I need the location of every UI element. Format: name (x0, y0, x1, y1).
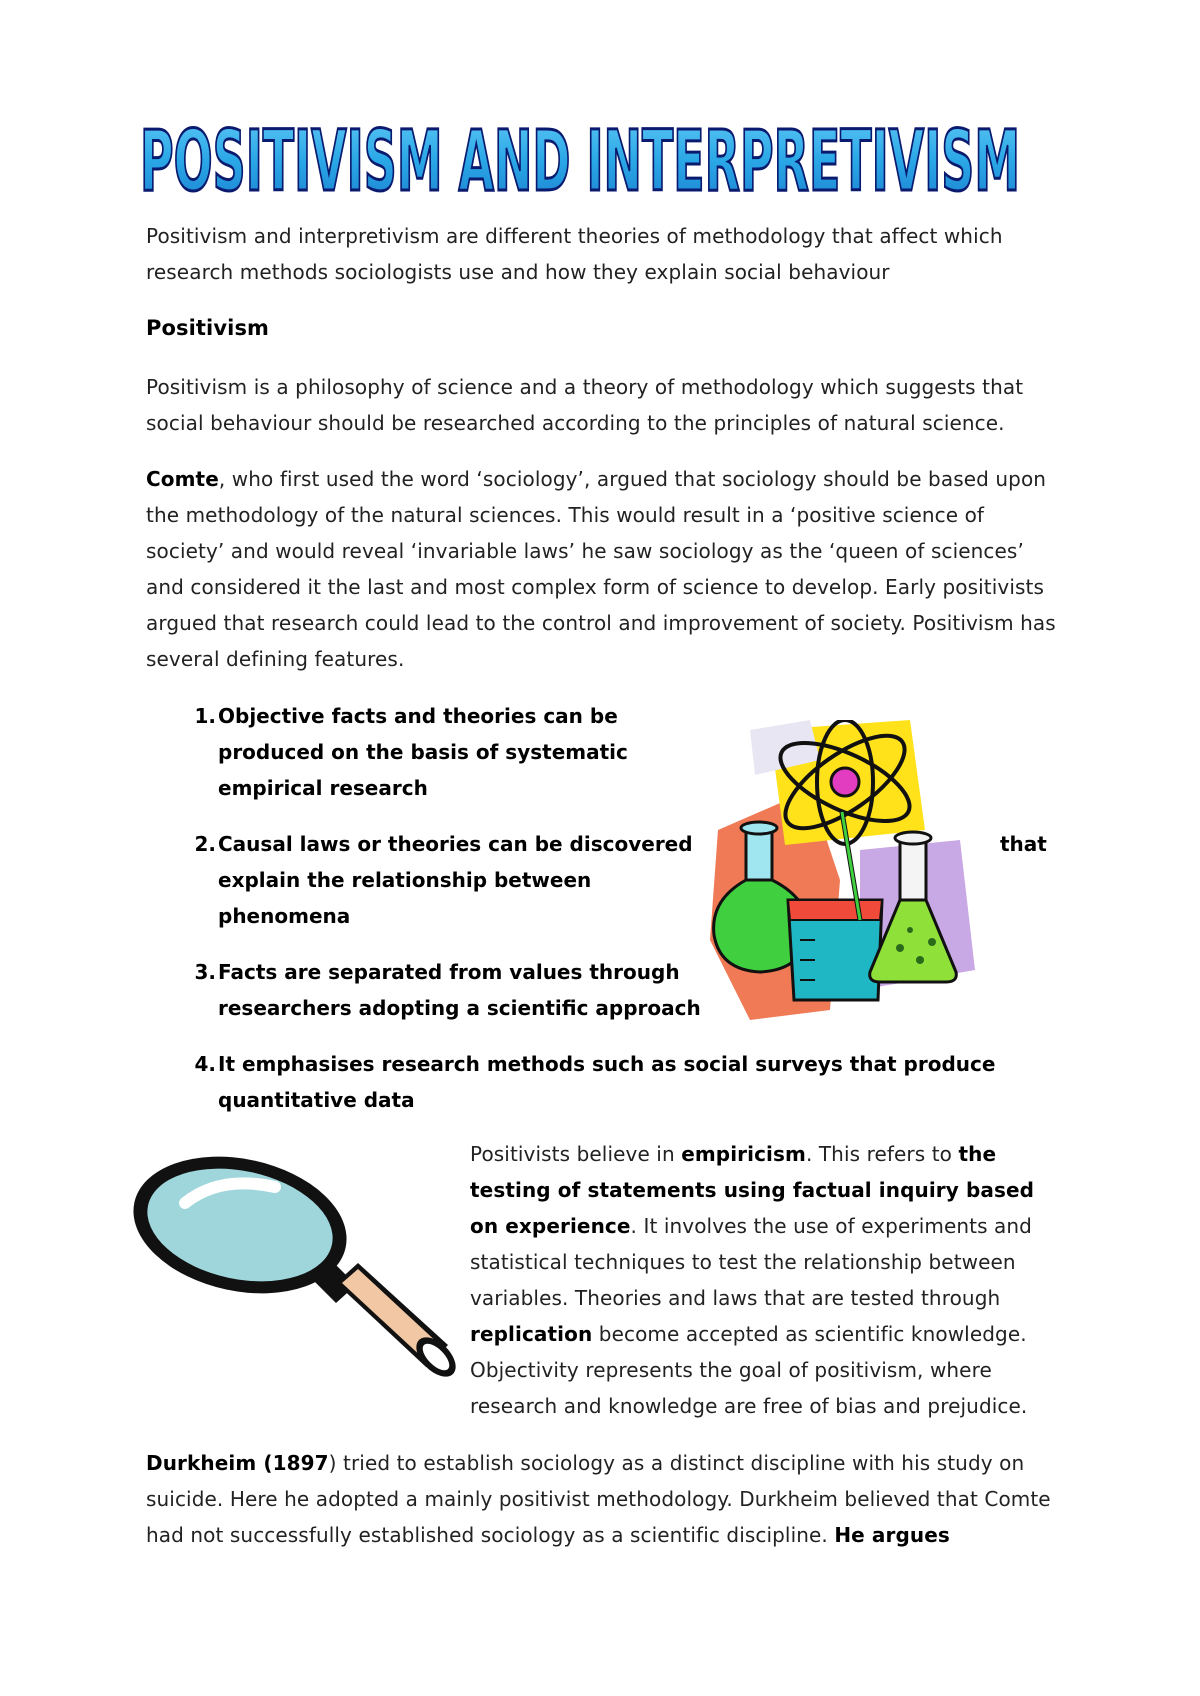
replication-term: replication (470, 1322, 593, 1346)
feature-line: phenomena (218, 904, 351, 928)
empiricism-paragraph (470, 1136, 1068, 1424)
title-wordart (130, 92, 1030, 212)
comte-text: , who first used the word ‘sociology’, argued that sociology should be based upon the methodology of the natural sciences. This would result in a ‘positive science of society’ and would reveal ‘invariable laws’ he saw sociology as the ‘queen of sciences’ and considered it the last and most complex form of science to develop. Early positivists argued that research could lead to the control and improvement of society. Positivism has several defining features. (146, 467, 1056, 671)
magnifying-glass-icon (130, 1155, 460, 1400)
feature-line: Objective facts and theories can be (218, 704, 618, 728)
feature-number: 3. (194, 960, 216, 984)
feature-line: researchers adopting a scientific approach (218, 996, 701, 1020)
empiricism-text-a: Positivists believe in (470, 1142, 682, 1166)
feature-number: 4. (194, 1052, 216, 1076)
feature-number: 2. (194, 832, 216, 856)
empiricism-text-c: . This refers to (805, 1142, 959, 1166)
section-heading: Positivism (146, 316, 270, 340)
intro-paragraph: Positivism and interpretivism are different theories of methodology that affect which research methods sociologists use and how they explain social behaviour (146, 224, 1003, 284)
empiricism-text-g: become accepted as scientific knowledge. Objectivity represents the goal of positivism, where research and knowledge are free of bias and prejudice. (470, 1322, 1028, 1418)
empiricism-text-e: . It involves the use of experiments and statistical techniques to test the relationship between variables. Theories and laws that are tested through (470, 1214, 1032, 1310)
science-clipart-icon (710, 720, 980, 1020)
durkheim-paragraph (146, 1445, 1066, 1553)
feature-number: 1. (194, 704, 216, 728)
feature-line: Causal laws or theories can be discovered (218, 832, 693, 856)
feature-line: explain the relationship between (218, 868, 592, 892)
feature-trailing-word: that (1000, 832, 1047, 856)
feature-line: quantitative data (218, 1088, 415, 1112)
feature-line: empirical research (218, 776, 428, 800)
feature-line: produced on the basis of systematic (218, 740, 628, 764)
document-title: POSITIVISM AND INTERPRETIVISM (140, 112, 1020, 210)
empiricism-definition: the testing of statements using factual inquiry based on experience (470, 1142, 1035, 1238)
comte-paragraph (146, 461, 1066, 677)
durkheim-name: Durkheim (1897 (146, 1451, 329, 1475)
feature-line: Facts are separated from values through (218, 960, 680, 984)
durkheim-text: ) tried to establish sociology as a distinct discipline with his study on suicide. Here he adopted a mainly positivist methodology. Durkheim believed that Comte had not successfully established sociology as a scientific discipline. (146, 1451, 1051, 1547)
comte-name: Comte (146, 467, 219, 491)
empiricism-term: empiricism (681, 1142, 806, 1166)
feature-line: It emphasises research methods such as social surveys that produce (218, 1052, 996, 1076)
definition-paragraph: Positivism is a philosophy of science and a theory of methodology which suggests that social behaviour should be researched according to the principles of natural science. (146, 375, 1024, 435)
durkheim-argues: He argues (834, 1523, 950, 1547)
